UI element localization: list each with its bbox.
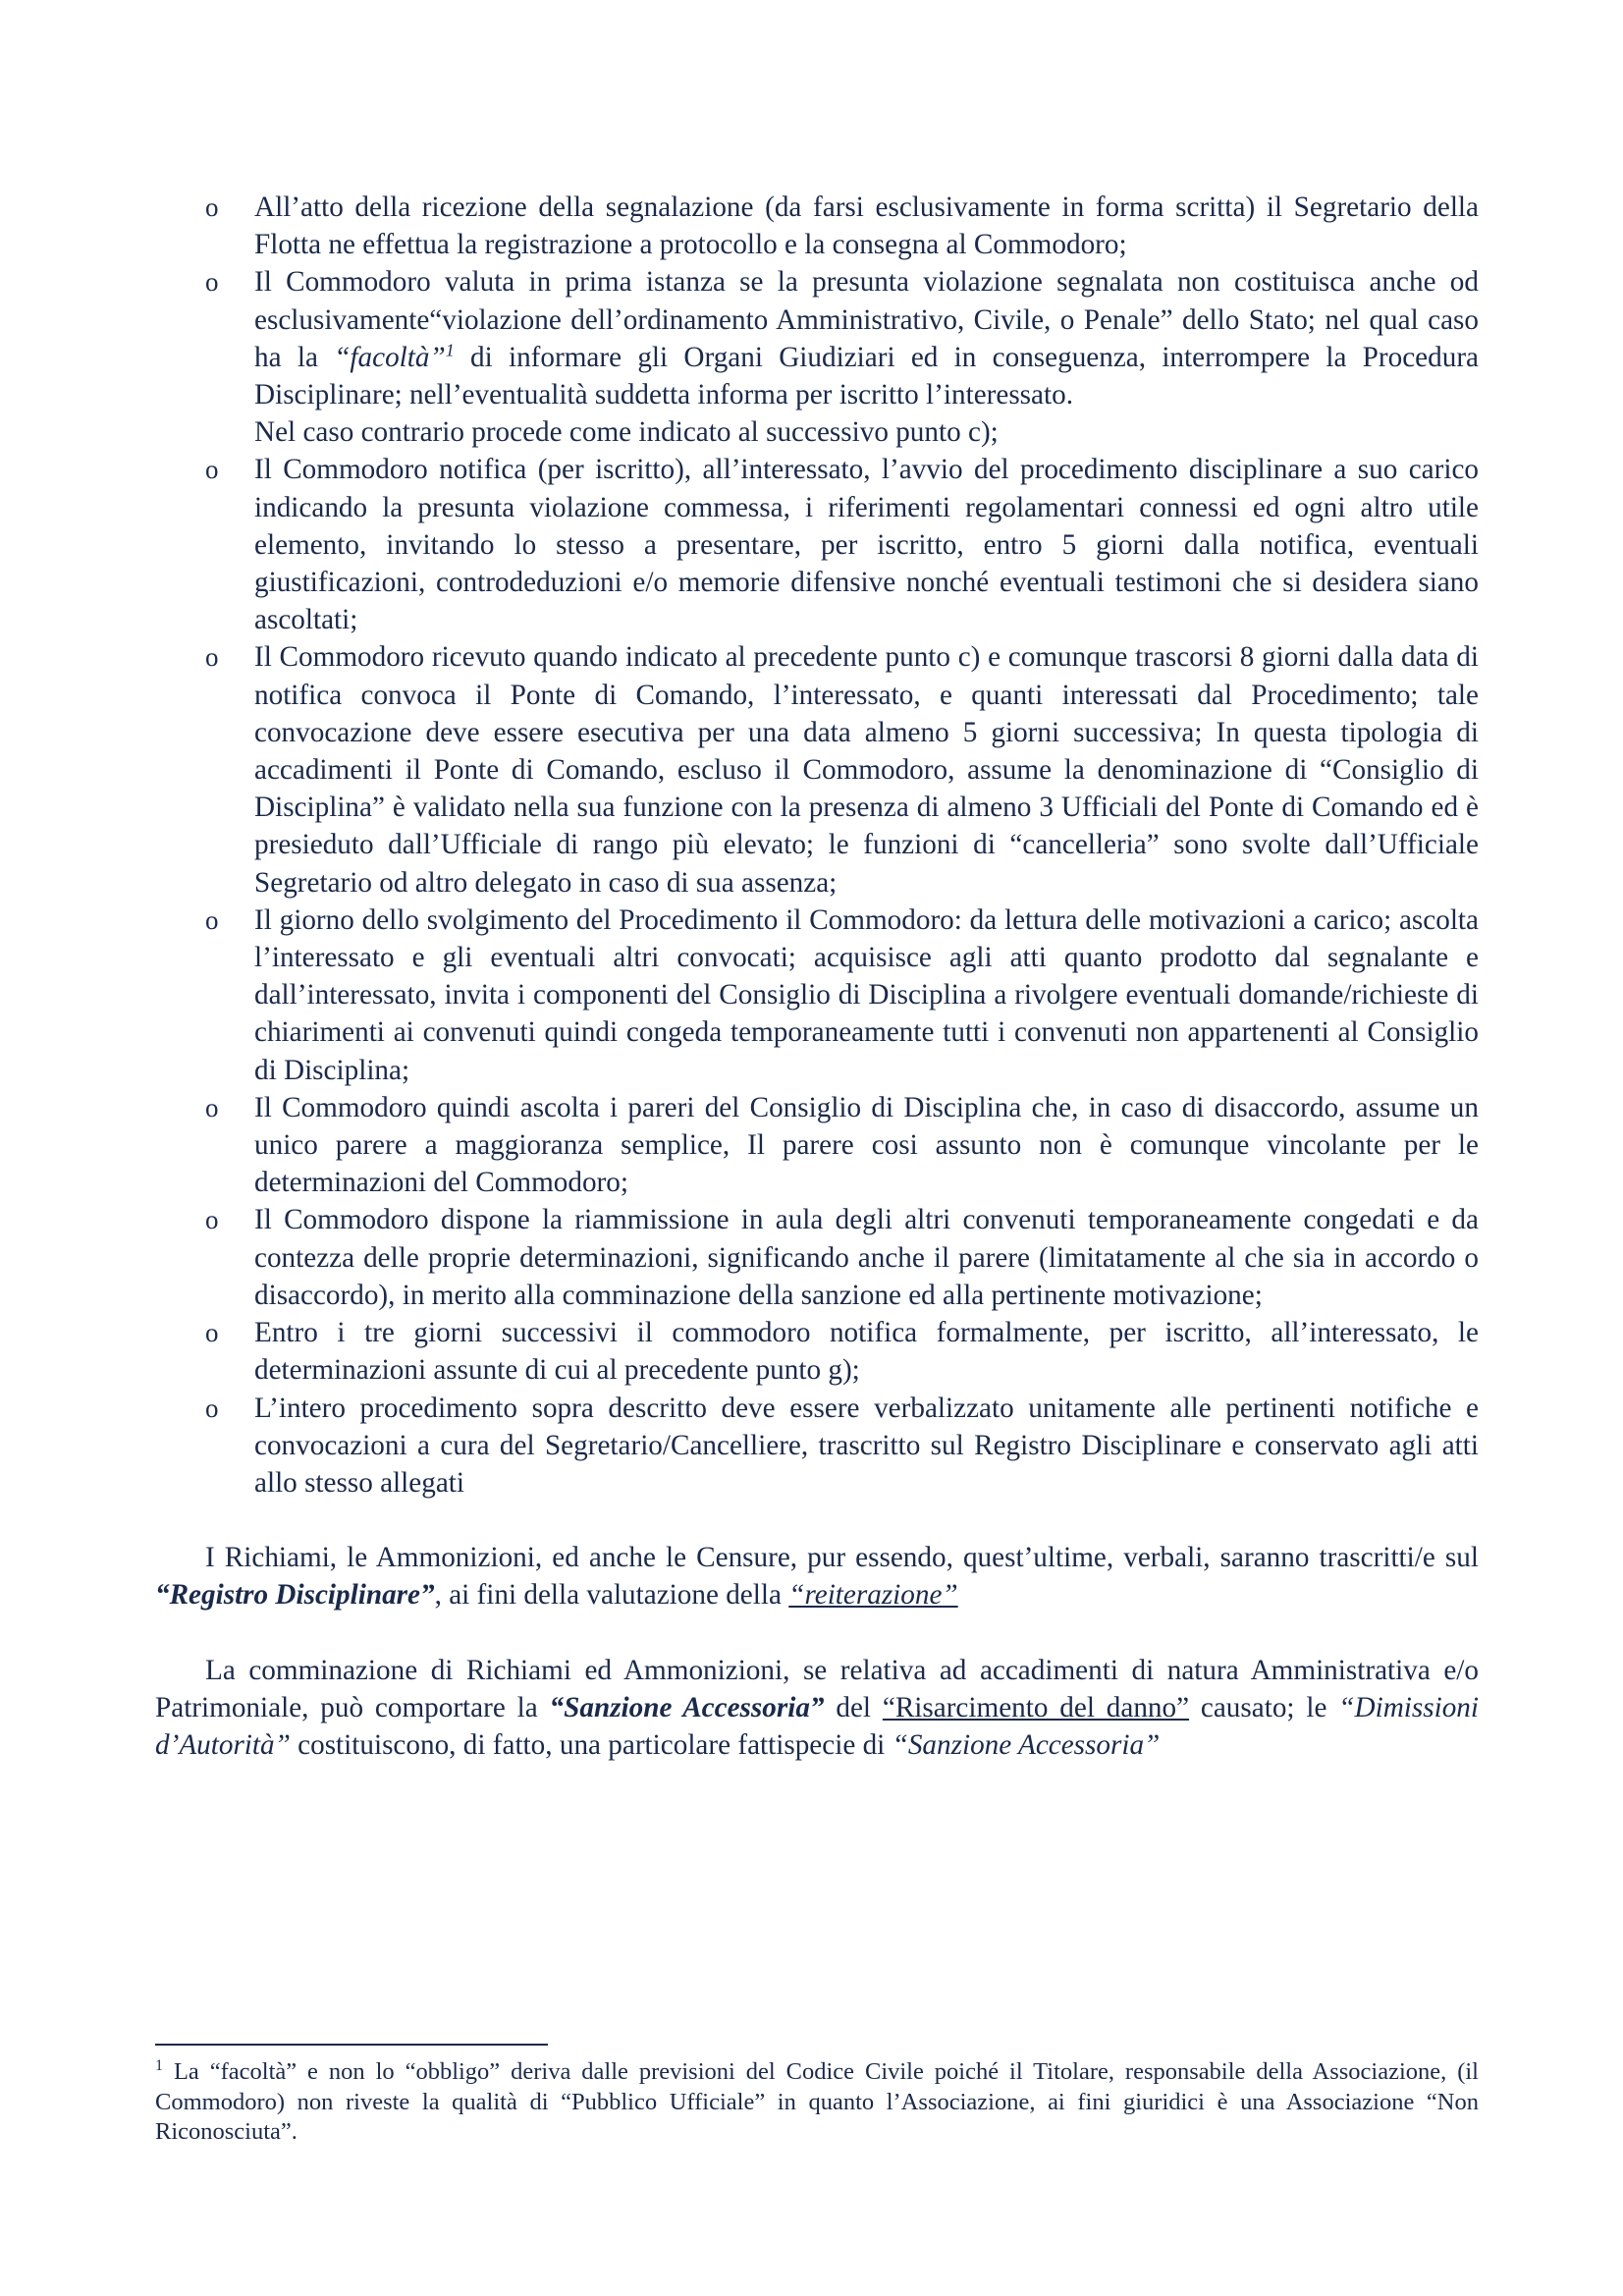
footnote-ref[interactable]: 1: [445, 340, 455, 360]
bullet: o: [205, 455, 219, 485]
footnote: [155, 2057, 1479, 2148]
bullet: o: [205, 1393, 219, 1423]
list-item: [155, 902, 1479, 1089]
footnote-mark: 1: [155, 2056, 163, 2074]
list-item: [155, 1089, 1479, 1202]
list-item-text: Il Commodoro valuta in prima istanza se la presunta violazione segnalata non costituisca anche od esclusivamente“violazione dell’ordinamento Amministrativo, Civile, o Penale” dello Stato; nel qual caso ha la: [254, 266, 1479, 373]
list-item-text: L’intero procedimento sopra descritto deve essere verbalizzato unitamente alle pertinenti notifiche e convocazioni a cura del Segretario/Cancelliere, trascritto sul Registro Disciplinare e conservato agli atti allo stesso allegati: [254, 1392, 1479, 1499]
list-item: [155, 638, 1479, 901]
para-text: La comminazione di Richiami ed Ammonizioni, se relativa ad accadimenti di natura Amministrativa e/o Patrimoniale, può comportare la: [155, 1654, 1479, 1723]
para-text: , ai fini della valutazione della: [434, 1579, 789, 1612]
list-item: [155, 1390, 1479, 1503]
para-text: I Richiami, le Ammonizioni, ed anche le Censure, pur essendo, quest’ultime, verbali, saranno trascritti/e sul: [205, 1542, 1479, 1574]
paragraph-sanzione: [155, 1652, 1479, 1765]
bullet: o: [205, 642, 219, 673]
para-text: costituiscono, di fatto, una particolare fattispecie di: [290, 1728, 893, 1761]
list-item-text: Il Commodoro ricevuto quando indicato al precedente punto c) e comunque trascorsi 8 giorni dalla data di notifica convoca il Ponte di Comando, l’interessato, e quanti interessati dal Procedimento; tale convocazione deve essere esecutiva per una data almeno 5 giorni successiva; In questa tipologia di accadimenti il Ponte di Comando, escluso il Commodoro, assume la denominazione di “Consiglio di Disciplina” è validato nella sua funzione con la presenza di almeno 3 Ufficiali del Ponte di Comando ed è presieduto dall’Ufficiale di rango più elevato; le funzioni di “cancelleria” sono svolte dall’Ufficiale Segretario od altro delegato in caso di sua assenza;: [254, 641, 1479, 899]
list-item: [155, 1314, 1479, 1389]
paragraph-registro: [155, 1539, 1479, 1613]
list-item-text: di informare gli Organi Giudiziari ed in conseguenza, interrompere la Procedura Disciplinare; nell’eventualità suddetta informa per iscritto l’interessato.: [254, 341, 1479, 411]
bold-italic-term: “Registro Disciplinare”: [155, 1579, 435, 1612]
italic-term: “facoltà”: [334, 341, 446, 373]
italic-term: “Sanzione Accessoria”: [892, 1728, 1161, 1761]
list-item-text: Il Commodoro quindi ascolta i pareri del Consiglio di Disciplina che, in caso di disaccordo, assume un unico parere a maggioranza semplice, Il parere cosi assunto non è comunque vincolante per le determinazioni del Commodoro;: [254, 1091, 1479, 1199]
list-item: [155, 263, 1479, 451]
underlined-term: “Risarcimento del danno”: [882, 1691, 1190, 1723]
procedure-list: [155, 189, 1479, 1502]
bullet: o: [205, 1318, 219, 1348]
bullet: o: [205, 192, 219, 222]
bullet: o: [205, 267, 219, 298]
list-item: [155, 451, 1479, 638]
bold-italic-term: “Sanzione Accessoria”: [549, 1691, 825, 1723]
bullet: o: [205, 1092, 219, 1122]
list-item-text: All’atto della ricezione della segnalazione (da farsi esclusivamente in forma scritta) il Segretario della Flotta ne effettua la registrazione a protocollo e la consegna al Commodoro;: [254, 191, 1479, 261]
list-item-text: Il Commodoro dispone la riammissione in aula degli altri convenuti temporaneamente congedati e da contezza delle proprie determinazioni, significando anche il parere (limitatamente al che sia in accordo o disaccordo), in merito alla comminazione della sanzione ed alla pertinente motivazione;: [254, 1204, 1479, 1311]
list-item-text: Il Commodoro notifica (per iscritto), all’interessato, l’avvio del procedimento disciplinare a suo carico indicando la presunta violazione commessa, i riferimenti regolamentari connessi ed ogni altro utile elemento, invitando lo stesso a presentare, per iscritto, entro 5 giorni dalla notifica, eventuali giustificazioni, controdeduzioni e/o memorie difensive nonché eventuali testimoni che si desidera siano ascoltati;: [254, 454, 1479, 636]
para-text: del: [824, 1691, 883, 1723]
list-item-text: Il giorno dello svolgimento del Procedimento il Commodoro: da lettura delle motivazioni a carico; ascolta l’interessato e gli eventuali altri convocati; acquisisce agli atti quanto prodotto dal segnalante e dall’interessato, invita i componenti del Consiglio di Disciplina a rivolgere eventuali domande/richieste di chiarimenti ai convenuti quindi congeda temporaneamente tutti i convenuti non appartenenti al Consiglio di Disciplina;: [254, 903, 1479, 1086]
document-page: [155, 189, 1479, 1764]
list-item-text: Entro i tre giorni successivi il commodoro notifica formalmente, per iscritto, all’interessato, le determinazioni assunte di cui al precedente punto g);: [254, 1317, 1479, 1387]
underlined-term: “reiterazione”: [788, 1579, 958, 1612]
list-item: [155, 189, 1479, 263]
footnote-text: La “facoltà” e non lo “obbligo” deriva dalle previsioni del Codice Civile poiché il Titolare, responsabile della Associazione, (il Commodoro) non riveste la qualità di “Pubblico Ufficiale” in quanto l’Associazione, ai fini giuridici è una Associazione “Non Riconosciuta”.: [155, 2058, 1479, 2145]
bullet: o: [205, 1205, 219, 1235]
list-item: [155, 1201, 1479, 1314]
footnote-separator: [155, 2044, 548, 2046]
bullet: o: [205, 904, 219, 935]
list-item-continuation: Nel caso contrario procede come indicato al successivo punto c);: [254, 416, 999, 449]
para-text: causato; le: [1189, 1691, 1339, 1723]
italic-term: “Dimissioni d’Autorità”: [155, 1691, 1480, 1761]
